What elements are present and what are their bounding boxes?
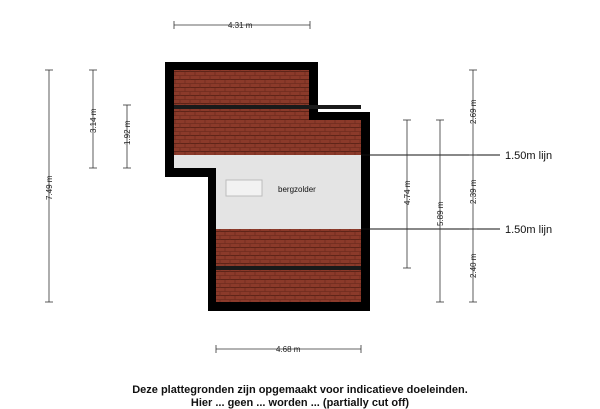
dimension-left-inner-label: 1.92 m (123, 120, 132, 145)
dimension-left-upper-label: 3.14 m (89, 108, 98, 133)
floor-area (174, 155, 361, 229)
roof-ridge-lower (216, 266, 361, 270)
room-label: bergzolder (278, 185, 316, 194)
footer-disclaimer-line-1: Deze plattegronden zijn opgemaakt voor indicatieve doeleinden. (132, 384, 468, 396)
dimension-top-width-label: 4.31 m (228, 21, 253, 30)
dimension-right-top-label: 2.69 m (469, 99, 478, 124)
dimension-right-inner-a-label: 4.74 m (403, 180, 412, 205)
dimension-total-height-label: 7.49 m (45, 175, 54, 200)
roof-lower (216, 229, 361, 302)
dimension-right-bottom-label: 2.40 m (469, 253, 478, 278)
dimension-bottom-width-label: 4.68 m (276, 345, 301, 354)
dimension-right-inner-b-label: 5.89 m (436, 201, 445, 226)
line-label-lower: 1.50m lijn (505, 224, 553, 236)
line-label-upper: 1.50m lijn (505, 150, 553, 162)
roof-ridge-upper (174, 105, 361, 109)
footer-disclaimer-line-2: Hier ... geen ... worden ... (partially cut off) (190, 397, 410, 409)
dimension-right-mid-label: 2.39 m (469, 179, 478, 204)
skylight (226, 180, 262, 196)
